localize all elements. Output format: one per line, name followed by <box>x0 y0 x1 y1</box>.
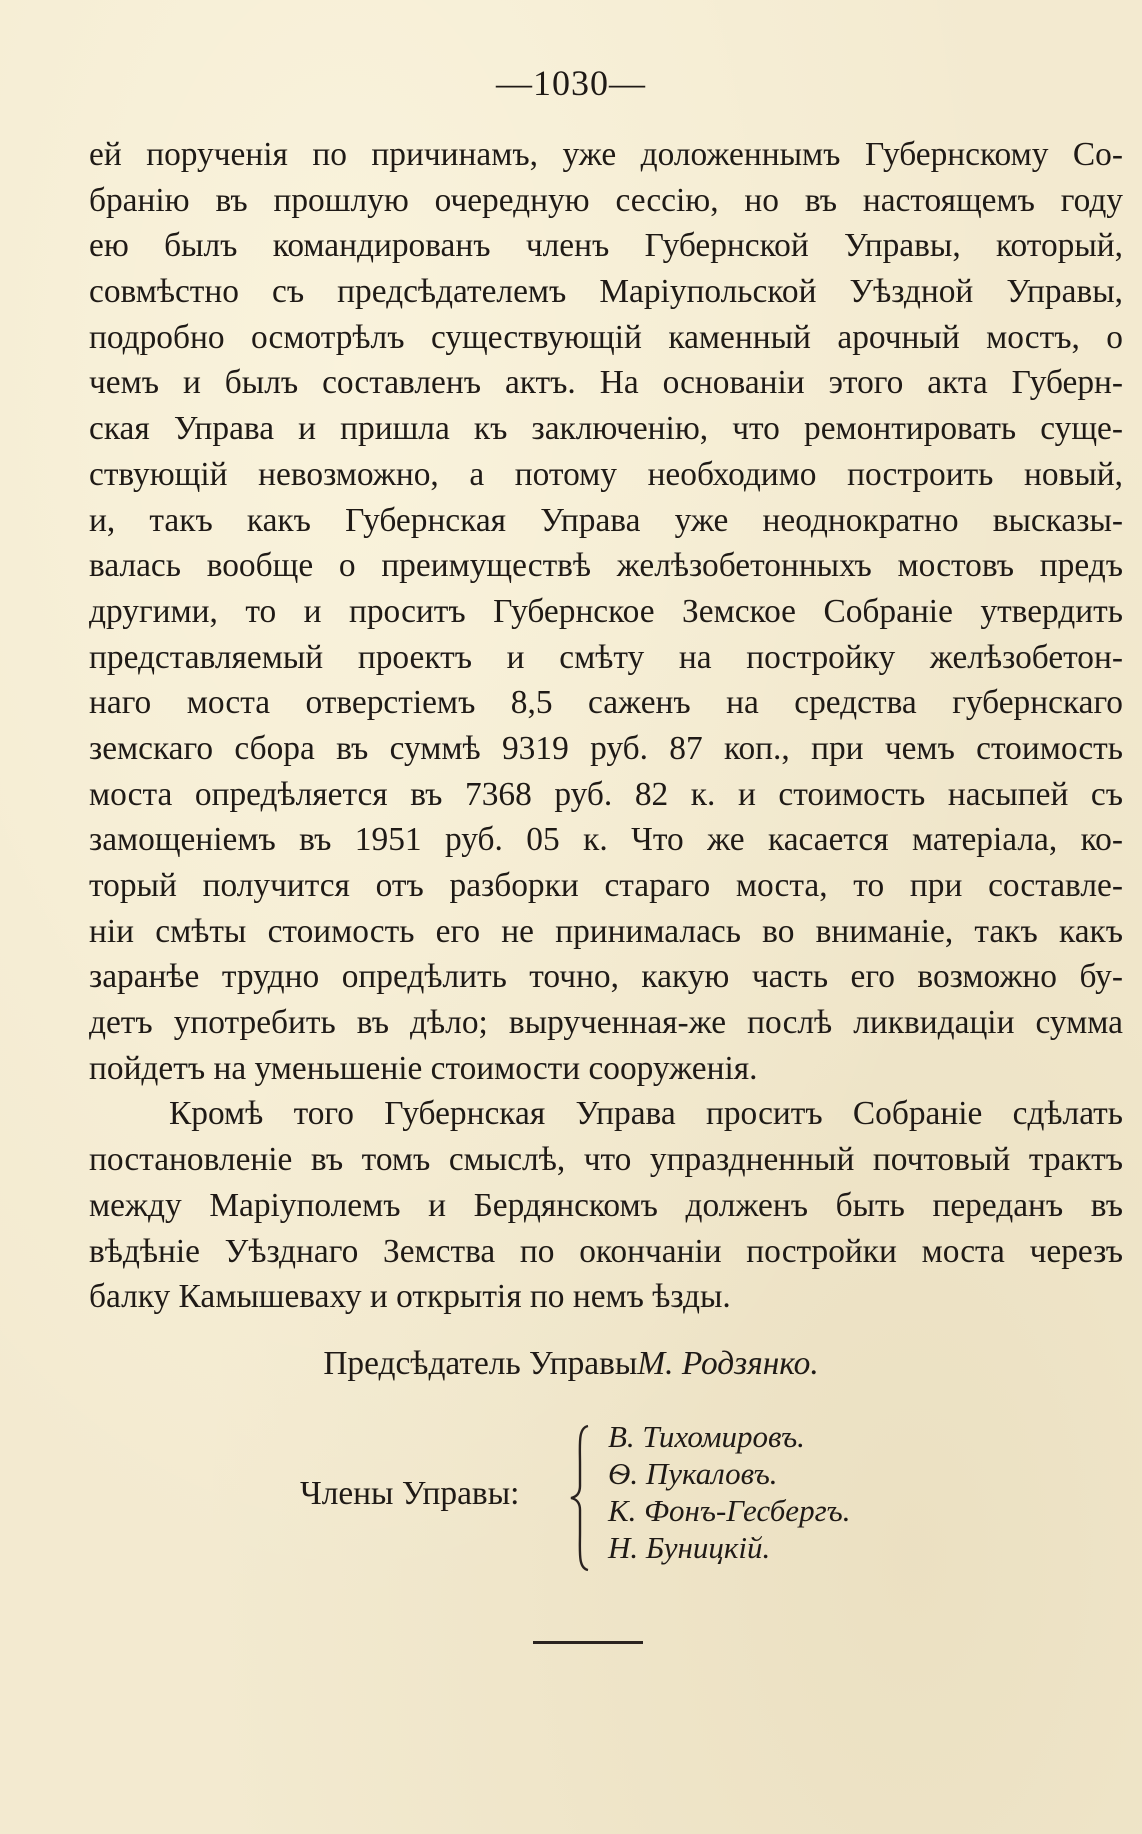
text-line: земскаго сбора въ суммѣ 9319 руб. 87 коп., при чемъ стоимость <box>89 729 1123 767</box>
text-line: подробно осмотрѣлъ существующій каменный арочный мостъ, о <box>89 318 1123 356</box>
text-line: чемъ и былъ составленъ актъ. На основаніи этого акта Губерн- <box>89 364 1123 402</box>
text-line: между Маріуполемъ и Бердянскомъ долженъ быть переданъ въ <box>89 1186 1123 1224</box>
closing-rule <box>533 1641 643 1644</box>
text-line: торый получится отъ разборки стараго моста, то при составле- <box>89 867 1123 904</box>
text-line: ею былъ командированъ членъ Губернской Управы, который, <box>89 227 1123 265</box>
text-line: другими, то и проситъ Губернское Земское Собраніе утвердить <box>89 592 1123 630</box>
text-line: балку Камышеваху и открытія по немъ ѣзды. <box>89 1278 731 1316</box>
text-line: представляемый проектъ и смѣту на постройку желѣзобетон- <box>89 638 1123 676</box>
text-line: ніи смѣты стоимость его не принималась во вниманіе, такъ какъ <box>89 912 1123 950</box>
body-text <box>89 132 1123 1320</box>
text-line: постановленіе въ томъ смыслѣ, что упраздненный почтовый трактъ <box>89 1141 1123 1179</box>
text-line: ей порученія по причинамъ, уже доложеннымъ Губернскому Со- <box>89 136 1123 173</box>
text-line: наго моста отверстіемъ 8,5 саженъ на средства губернскаго <box>89 684 1123 722</box>
curly-brace-icon <box>568 1424 592 1572</box>
text-line: совмѣстно съ предсѣдателемъ Маріупольской Уѣздной Управы, <box>89 273 1123 311</box>
text-line: Кромѣ того Губернская Управа проситъ Собраніе сдѣлать <box>169 1095 1123 1133</box>
chairman-title: Предсѣдатель Управы <box>323 1345 638 1382</box>
text-line: заранѣе трудно опредѣлить точно, какую часть его возможно бу- <box>89 958 1123 996</box>
text-line: замощеніемъ въ 1951 руб. 05 к. Что же касается матеріала, ко- <box>89 821 1123 859</box>
member-name: В. Тихомировъ. <box>608 1419 805 1454</box>
text-line: моста опредѣляется въ 7368 руб. 82 к. и стоимость насыпей съ <box>89 775 1123 813</box>
text-line: пойдетъ на уменьшеніе стоимости сооруженія. <box>89 1049 758 1087</box>
page-number: —1030— <box>496 63 646 103</box>
member-name: Ѳ. Пукаловъ. <box>608 1456 778 1491</box>
chairman-signature <box>0 1345 1142 1383</box>
member-name: Н. Буницкій. <box>608 1530 771 1565</box>
text-line: и, такъ какъ Губернская Управа уже неоднократно высказы- <box>89 501 1123 539</box>
text-line: детъ употребить въ дѣло; вырученная-же послѣ ликвидаціи сумма <box>89 1004 1123 1042</box>
chairman-name: М. Родзянко. <box>637 1345 819 1382</box>
members-label: Члены Управы: <box>300 1475 520 1512</box>
members-list <box>608 1418 851 1566</box>
text-line: бранію въ прошлую очередную сессію, но въ настоящемъ году <box>89 181 1123 219</box>
member-name: К. Фонъ-Гесбергъ. <box>608 1493 851 1528</box>
text-line: вѣдѣніе Уѣзднаго Земства по окончаніи постройки моста черезъ <box>89 1232 1123 1270</box>
text-line: ская Управа и пришла къ заключенію, что ремонтировать суще- <box>89 410 1123 448</box>
text-line: ствующій невозможно, а потому необходимо построить новый, <box>89 455 1123 493</box>
text-line: валась вообще о преимуществѣ желѣзобетонныхъ мостовъ предъ <box>89 547 1123 585</box>
